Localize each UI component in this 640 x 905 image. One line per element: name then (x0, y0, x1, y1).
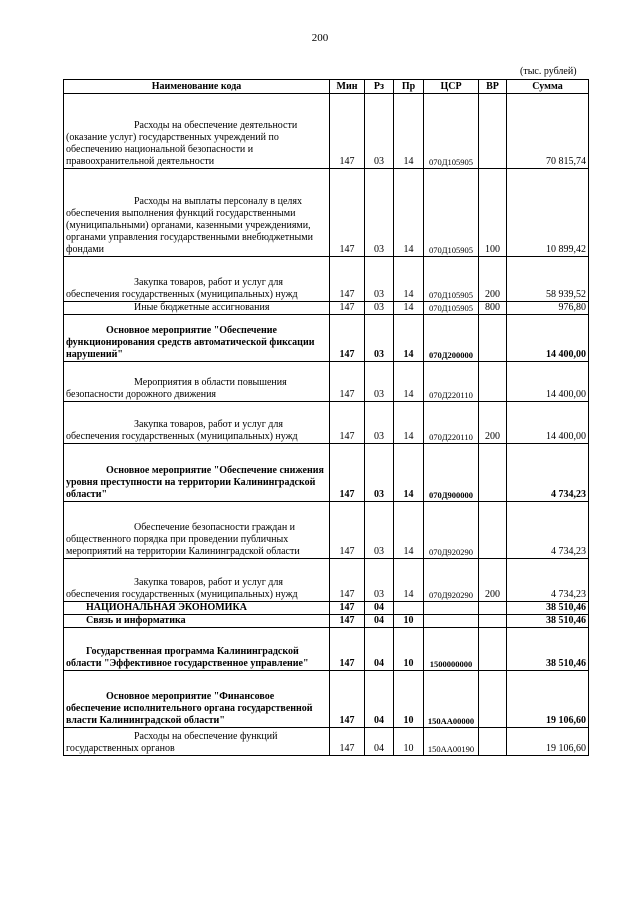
name-cell (64, 169, 330, 257)
sum-cell: 10 899,42 (507, 169, 589, 257)
table-row (64, 362, 589, 402)
row-name-text: Основное мероприятие "Обеспечение снижения уровня преступности на территории Калининградской области" (66, 465, 324, 500)
sum-cell: 38 510,46 (507, 615, 589, 628)
table-row (64, 728, 589, 756)
row-name-text: Обеспечение безопасности граждан и общественного порядка при проведении публичных мероприятий на территории Калининградской области (66, 522, 300, 557)
csr-cell: 070Д220110 (424, 402, 479, 444)
row-name-text: Государственная программа Калининградской области "Эффективное государственное управление" (66, 646, 309, 669)
rz-cell: 03 (365, 362, 394, 402)
csr-cell: 070Д105905 (424, 257, 479, 302)
sum-cell: 4 734,23 (507, 559, 589, 602)
sum-cell: 4 734,23 (507, 502, 589, 559)
header-csr: ЦСР (424, 80, 479, 94)
table-body (64, 94, 589, 756)
min-cell: 147 (330, 728, 365, 756)
min-cell: 147 (330, 315, 365, 362)
pr-cell: 14 (394, 444, 424, 502)
row-name-text: Связь и информатика (86, 615, 186, 626)
csr-cell: 070Д920290 (424, 502, 479, 559)
name-cell (64, 628, 330, 671)
table-header-row (64, 80, 589, 94)
pr-cell: 14 (394, 94, 424, 169)
table-row (64, 671, 589, 728)
rz-cell: 03 (365, 444, 394, 502)
pr-cell: 14 (394, 402, 424, 444)
page-number: 200 (311, 32, 329, 44)
name-cell (64, 671, 330, 728)
csr-cell (424, 602, 479, 615)
pr-cell: 14 (394, 362, 424, 402)
header-sum: Сумма (507, 80, 589, 94)
row-name-text: Основное мероприятие "Обеспечение функционирования средств автоматической фиксации нарушений" (66, 325, 315, 360)
header-min: Мин (330, 80, 365, 94)
sum-cell: 58 939,52 (507, 257, 589, 302)
min-cell: 147 (330, 402, 365, 444)
rz-cell: 04 (365, 602, 394, 615)
table-row (64, 628, 589, 671)
csr-cell: 070Д920290 (424, 559, 479, 602)
vr-cell (479, 315, 507, 362)
name-cell (64, 728, 330, 756)
rz-cell: 03 (365, 402, 394, 444)
sum-cell: 19 106,60 (507, 728, 589, 756)
rz-cell: 04 (365, 728, 394, 756)
csr-cell (424, 615, 479, 628)
name-cell (64, 502, 330, 559)
rz-cell: 04 (365, 615, 394, 628)
name-cell (64, 615, 330, 628)
vr-cell (479, 615, 507, 628)
table-row (64, 444, 589, 502)
row-name-text: Основное мероприятие "Финансовое обеспечение исполнительного органа государственной власти Калининградской области" (66, 691, 313, 726)
vr-cell (479, 94, 507, 169)
header-vr: ВР (479, 80, 507, 94)
csr-cell: 070Д105905 (424, 302, 479, 315)
min-cell: 147 (330, 615, 365, 628)
table-row (64, 169, 589, 257)
sum-cell: 4 734,23 (507, 444, 589, 502)
pr-cell: 14 (394, 302, 424, 315)
vr-cell (479, 628, 507, 671)
table-row (64, 602, 589, 615)
min-cell: 147 (330, 628, 365, 671)
table-row (64, 402, 589, 444)
row-name-text: Расходы на обеспечение функций государственных органов (66, 731, 278, 754)
min-cell: 147 (330, 169, 365, 257)
min-cell: 147 (330, 362, 365, 402)
sum-cell: 14 400,00 (507, 362, 589, 402)
table-row (64, 502, 589, 559)
csr-cell: 070Д900000 (424, 444, 479, 502)
csr-cell: 070Д105905 (424, 94, 479, 169)
pr-cell: 14 (394, 315, 424, 362)
csr-cell: 150АА00000 (424, 671, 479, 728)
name-cell (64, 602, 330, 615)
name-cell (64, 444, 330, 502)
csr-cell: 1500000000 (424, 628, 479, 671)
vr-cell (479, 502, 507, 559)
vr-cell: 200 (479, 257, 507, 302)
sum-cell: 70 815,74 (507, 94, 589, 169)
header-rz: Рз (365, 80, 394, 94)
name-cell (64, 402, 330, 444)
vr-cell (479, 362, 507, 402)
pr-cell: 14 (394, 257, 424, 302)
header-pr: Пр (394, 80, 424, 94)
row-name-text: Расходы на обеспечение деятельности (оказание услуг) государственных учреждений по обеспечению национальной безопасности и правоохранительной деятельности (66, 120, 298, 167)
sum-cell: 38 510,46 (507, 602, 589, 615)
vr-cell: 200 (479, 402, 507, 444)
min-cell: 147 (330, 671, 365, 728)
name-cell (64, 362, 330, 402)
row-name-text: Закупка товаров, работ и услуг для обеспечения государственных (муниципальных) нужд (66, 277, 298, 300)
csr-cell: 070Д200000 (424, 315, 479, 362)
min-cell: 147 (330, 302, 365, 315)
pr-cell: 14 (394, 502, 424, 559)
csr-cell: 070Д105905 (424, 169, 479, 257)
pr-cell: 10 (394, 728, 424, 756)
name-cell (64, 315, 330, 362)
vr-cell: 200 (479, 559, 507, 602)
rz-cell: 03 (365, 302, 394, 315)
rz-cell: 03 (365, 94, 394, 169)
sum-cell: 38 510,46 (507, 628, 589, 671)
rz-cell: 03 (365, 315, 394, 362)
sum-cell: 14 400,00 (507, 315, 589, 362)
min-cell: 147 (330, 559, 365, 602)
min-cell: 147 (330, 602, 365, 615)
csr-cell: 150АА00190 (424, 728, 479, 756)
min-cell: 147 (330, 502, 365, 559)
csr-cell: 070Д220110 (424, 362, 479, 402)
rz-cell: 03 (365, 169, 394, 257)
units-label: (тыс. рублей) (520, 66, 577, 77)
name-cell (64, 302, 330, 315)
pr-cell: 10 (394, 628, 424, 671)
table-row (64, 302, 589, 315)
vr-cell: 800 (479, 302, 507, 315)
sum-cell: 14 400,00 (507, 402, 589, 444)
rz-cell: 04 (365, 628, 394, 671)
name-cell (64, 257, 330, 302)
row-name-text: Иные бюджетные ассигнования (134, 302, 270, 313)
rz-cell: 04 (365, 671, 394, 728)
name-cell (64, 559, 330, 602)
pr-cell (394, 602, 424, 615)
vr-cell (479, 444, 507, 502)
sum-cell: 19 106,60 (507, 671, 589, 728)
sum-cell: 976,80 (507, 302, 589, 315)
rz-cell: 03 (365, 559, 394, 602)
pr-cell: 10 (394, 671, 424, 728)
row-name-text: НАЦИОНАЛЬНАЯ ЭКОНОМИКА (86, 602, 247, 613)
rz-cell: 03 (365, 502, 394, 559)
table-row (64, 559, 589, 602)
header-name: Наименование кода (64, 80, 330, 94)
table-row (64, 257, 589, 302)
row-name-text: Мероприятия в области повышения безопасности дорожного движения (66, 377, 287, 400)
rz-cell: 03 (365, 257, 394, 302)
vr-cell: 100 (479, 169, 507, 257)
name-cell (64, 94, 330, 169)
vr-cell (479, 602, 507, 615)
min-cell: 147 (330, 257, 365, 302)
table-row (64, 615, 589, 628)
budget-table (63, 79, 589, 756)
row-name-text: Закупка товаров, работ и услуг для обеспечения государственных (муниципальных) нужд (66, 419, 298, 442)
vr-cell (479, 671, 507, 728)
pr-cell: 14 (394, 559, 424, 602)
pr-cell: 14 (394, 169, 424, 257)
pr-cell: 10 (394, 615, 424, 628)
row-name-text: Закупка товаров, работ и услуг для обеспечения государственных (муниципальных) нужд (66, 577, 298, 600)
min-cell: 147 (330, 94, 365, 169)
table-row (64, 315, 589, 362)
row-name-text: Расходы на выплаты персоналу в целях обеспечения выполнения функций государственными (муниципальными) органами, казенными учреждениями, органами управления государственными внебюджетными фондами (66, 196, 313, 255)
vr-cell (479, 728, 507, 756)
table-row (64, 94, 589, 169)
min-cell: 147 (330, 444, 365, 502)
